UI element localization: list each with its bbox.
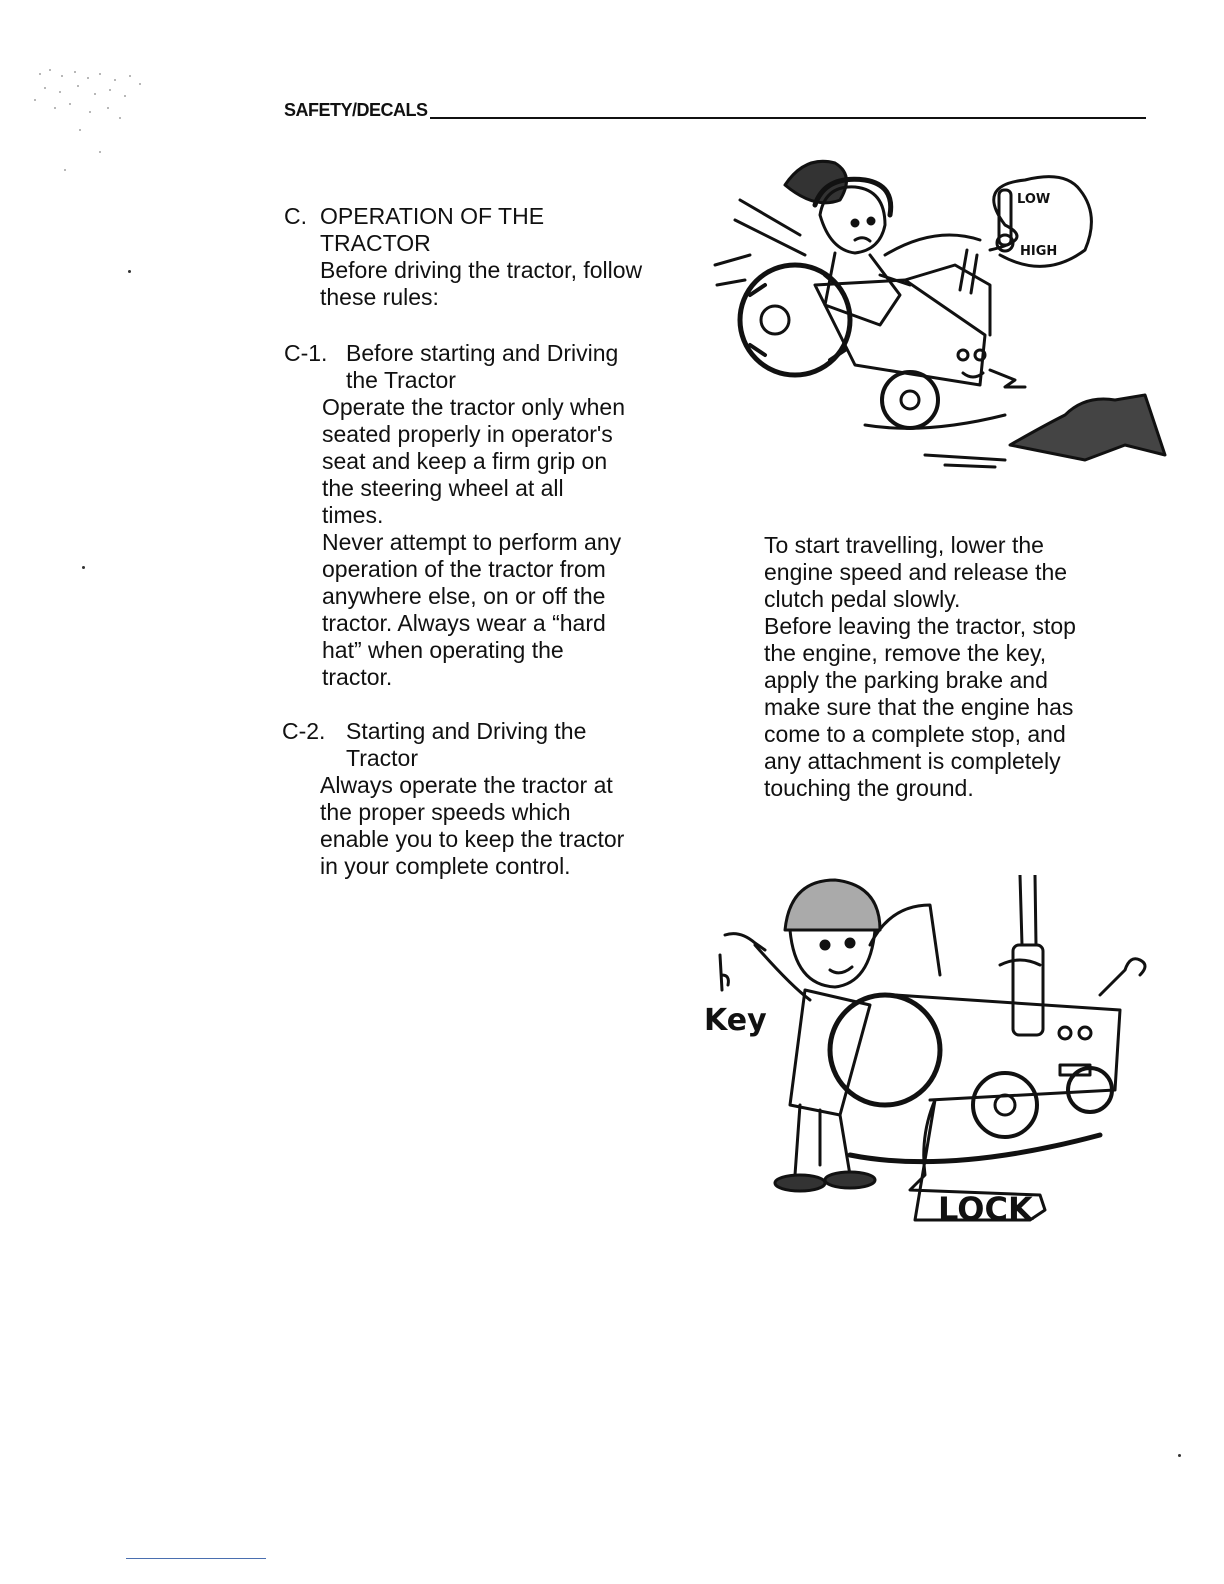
scan-dot xyxy=(1178,1454,1181,1457)
section-c-title-line1: OPERATION OF THE xyxy=(320,203,545,229)
c1-line: seated properly in operator's xyxy=(322,421,613,447)
page-header xyxy=(284,100,1146,122)
right-line: make sure that the engine has xyxy=(764,694,1074,720)
lock-label: LOCK xyxy=(938,1190,1033,1228)
section-c1-title-line1: Before starting and Driving xyxy=(346,340,619,366)
section-c2-title-line2: Tractor xyxy=(346,745,418,771)
right-line: come to a complete stop, and xyxy=(764,721,1066,747)
right-line: To start travelling, lower the xyxy=(764,532,1044,558)
scan-dot xyxy=(82,566,85,569)
section-c-label: C. xyxy=(284,203,307,229)
tractor-slope-illustration xyxy=(705,155,1185,475)
c1-line: times. xyxy=(322,502,384,528)
header-section-label: SAFETY/DECALS xyxy=(284,100,428,120)
c1-line: hat” when operating the xyxy=(322,637,564,663)
c1-line: Operate the tractor only when xyxy=(322,394,625,420)
right-line: Before leaving the tractor, stop xyxy=(764,613,1076,639)
section-c-intro-line2: these rules: xyxy=(320,284,439,310)
section-c-title-line2: TRACTOR xyxy=(320,230,431,256)
section-c2-label: C-2. xyxy=(282,718,326,744)
section-c1-title-line2: the Tractor xyxy=(346,367,456,393)
c1-line: operation of the tractor from xyxy=(322,556,606,582)
right-line: the engine, remove the key, xyxy=(764,640,1047,666)
tractor-parked-illustration xyxy=(700,875,1160,1245)
right-line: any attachment is completely xyxy=(764,748,1061,774)
section-c1 xyxy=(284,340,704,691)
high-label: HIGH xyxy=(1020,244,1058,259)
section-c-intro-line1: Before driving the tractor, follow xyxy=(320,257,643,283)
c1-line: Never attempt to perform any xyxy=(322,529,622,555)
c1-line: the steering wheel at all xyxy=(322,475,564,501)
c2-line: the proper speeds which xyxy=(320,799,571,825)
section-c xyxy=(284,203,714,311)
scan-dot xyxy=(128,270,131,273)
c2-line: Always operate the tractor at xyxy=(320,772,613,798)
key-label: Key xyxy=(704,1003,767,1038)
c2-line: enable you to keep the tractor xyxy=(320,826,625,852)
low-label: LOW xyxy=(1017,192,1051,207)
right-line: apply the parking brake and xyxy=(764,667,1048,693)
c1-line: tractor. xyxy=(322,664,393,690)
c1-line: anywhere else, on or off the xyxy=(322,583,606,609)
c1-line: seat and keep a firm grip on xyxy=(322,448,608,474)
scan-speckle xyxy=(20,60,150,190)
section-c2 xyxy=(282,718,702,880)
right-line: touching the ground. xyxy=(764,775,974,801)
c2-line: in your complete control. xyxy=(320,853,571,879)
section-c2-title-line1: Starting and Driving the xyxy=(346,718,587,744)
right-line: engine speed and release the xyxy=(764,559,1068,585)
section-c1-label: C-1. xyxy=(284,340,328,366)
c1-line: tractor. Always wear a “hard xyxy=(322,610,606,636)
footer-rule xyxy=(126,1558,266,1559)
right-column-text xyxy=(764,532,1164,802)
right-line: clutch pedal slowly. xyxy=(764,586,961,612)
